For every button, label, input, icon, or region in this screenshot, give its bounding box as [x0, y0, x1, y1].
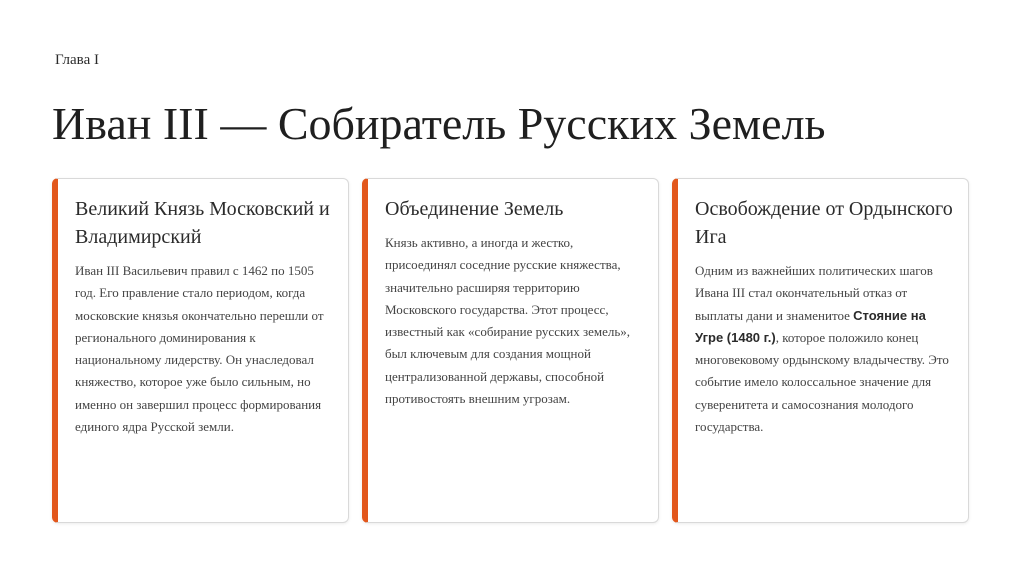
page-title: Иван III — Собиратель Русских Земель	[52, 98, 826, 149]
card-body-highlight: Стояние на Угре (1480 г.)	[695, 307, 926, 345]
card-liberation	[672, 178, 969, 523]
card-body: Иван III Васильевич правил с 1462 по 1505 год. Его правление стало периодом, когда московские князья окончательно перешли от регионального доминирования к национальному лидерству. Он унаследовал княжество, которое уже было сильным, но именно он завершил процесс формирования единого ядра Русской земли.	[75, 263, 324, 435]
card-title: Великий Князь Московский и Владимирский	[75, 198, 330, 248]
chapter-label: Глава I	[55, 52, 99, 68]
card-title: Освобождение от Ордынского Ига	[695, 198, 953, 248]
card-grand-prince	[52, 178, 349, 523]
card-body: Князь активно, а иногда и жестко, присоединял соседние русские княжества, значительно расширяя территорию Московского государства. Этот процесс, известный как «собирание русских земель», был ключевым для создания мощной централизованной державы, способной противостоять внешним угрозам.	[385, 235, 631, 407]
card-body-text: Одним из важнейших политических шагов Ивана III стал окончательный отказ от выплаты дани и знаменитое	[695, 263, 933, 323]
card-body-text: , которое положило конец многовековому ордынскому владычеству. Это событие имело колоссальное значение для суверенитета и самосознания молодого государства.	[695, 329, 949, 435]
card-title: Объединение Земель	[385, 198, 564, 220]
card-body	[695, 260, 954, 438]
card-unification	[362, 178, 659, 523]
